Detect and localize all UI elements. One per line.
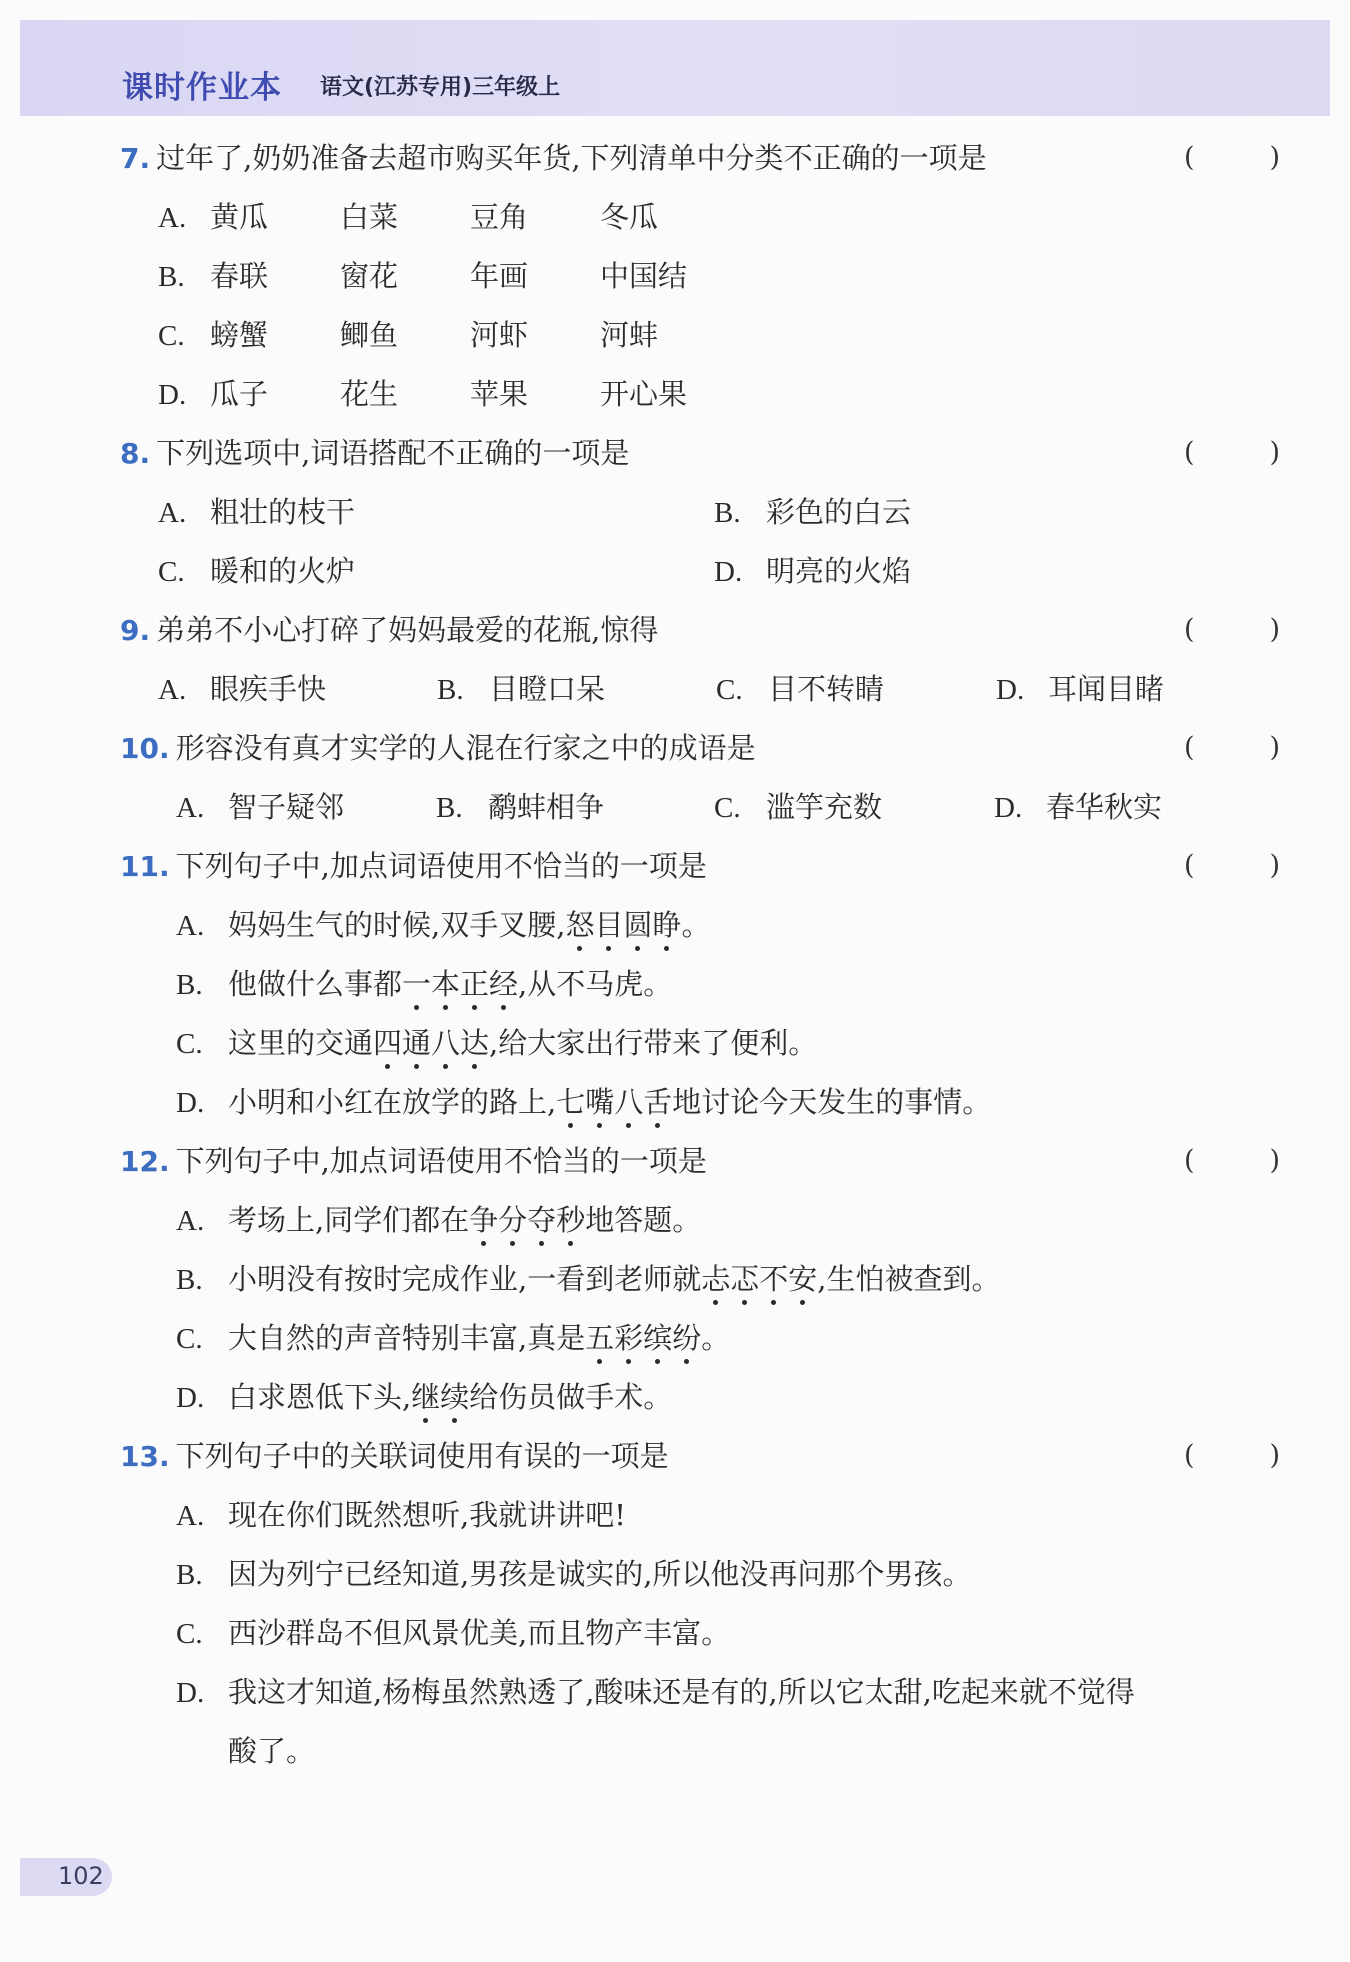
sentence-text: 地讨论今天发生的事情。: [672, 1085, 992, 1119]
option-text: 因为列宁已经知道,男孩是诚实的,所以他没再问那个男孩。: [228, 1557, 972, 1591]
option-text: 酸了。: [228, 1734, 316, 1768]
sentence-text: 他做什么事都: [228, 967, 403, 1001]
dotted-phrase: 一本正经: [402, 962, 518, 1006]
dotted-phrase: 争分夺秒: [469, 1198, 585, 1242]
option-text: 耳闻目睹: [1048, 672, 1165, 706]
option-letter: B.: [176, 1559, 203, 1591]
question-text: 弟弟不小心打碎了妈妈最爱的花瓶,惊得: [156, 613, 659, 647]
option-word: 河虾: [470, 318, 529, 352]
option-row: [158, 667, 326, 711]
sentence-text: 这里的交通: [228, 1026, 374, 1060]
option-row: [176, 1316, 730, 1360]
sentence-text: 给伤员做手术。: [469, 1380, 673, 1414]
answer-blank[interactable]: ( ): [1184, 1145, 1280, 1176]
option-row: [158, 195, 658, 239]
option-text: 眼疾手快: [210, 672, 327, 706]
option-letter: A.: [176, 1205, 205, 1237]
option-text: 目瞪口呆: [489, 672, 606, 706]
option-letter: A.: [176, 1500, 205, 1532]
option-text: 我这才知道,杨梅虽然熟透了,酸味还是有的,所以它太甜,吃起来就不觉得: [228, 1675, 1135, 1709]
option-letter: B.: [176, 969, 203, 1001]
option-row: [176, 903, 710, 947]
option-row: [176, 1080, 991, 1124]
question-11: [120, 844, 1280, 888]
option-row: [176, 1552, 971, 1596]
option-text: 明亮的火焰: [766, 554, 912, 588]
sentence-text: 白求恩低下头,: [228, 1380, 412, 1414]
sentence-text: 考场上,同学们都在: [228, 1203, 470, 1237]
option-word: 豆角: [470, 200, 529, 234]
answer-blank[interactable]: ( ): [1184, 732, 1280, 763]
question-text: 形容没有真才实学的人混在行家之中的成语是: [175, 731, 756, 765]
option-row: [176, 785, 344, 829]
sentence-text: 小明和小红在放学的路上,: [228, 1085, 557, 1119]
option-continuation: [228, 1729, 315, 1773]
sentence-text: ,给大家出行带来了便利。: [489, 1026, 818, 1060]
option-letter: D.: [158, 379, 187, 411]
option-letter: A.: [176, 792, 205, 824]
option-word: 螃蟹: [210, 318, 269, 352]
option-text: 粗壮的枝干: [210, 495, 356, 529]
dotted-phrase: 忐忑不安: [701, 1257, 817, 1301]
option-word: 中国结: [600, 259, 688, 293]
option-word: 窗花: [340, 259, 399, 293]
answer-blank[interactable]: ( ): [1184, 142, 1280, 173]
option-row: [714, 785, 882, 829]
option-row: [158, 372, 687, 416]
question-13: [120, 1434, 1280, 1478]
option-row: [176, 1493, 626, 1537]
sentence-text: ,从不马虎。: [518, 967, 673, 1001]
option-letter: C.: [158, 556, 185, 588]
option-text: 春华秋实: [1046, 790, 1163, 824]
question-text: 过年了,奶奶准备去超市购买年货,下列清单中分类不正确的一项是: [156, 141, 987, 175]
question-8: [120, 431, 1280, 475]
option-letter: B.: [176, 1264, 203, 1296]
dotted-phrase: 五彩缤纷: [585, 1316, 701, 1360]
option-text: 彩色的白云: [766, 495, 912, 529]
option-word: 苹果: [470, 377, 529, 411]
question-number: 12.: [120, 1145, 170, 1178]
option-row: [716, 667, 884, 711]
question-number: 13.: [120, 1440, 170, 1473]
option-text: 现在你们既然想听,我就讲讲吧!: [228, 1498, 626, 1532]
question-text: 下列选项中,词语搭配不正确的一项是: [156, 436, 630, 470]
option-row: [996, 667, 1164, 711]
option-letter: D.: [176, 1382, 205, 1414]
sentence-text: 妈妈生气的时候,双手叉腰,: [228, 908, 566, 942]
option-row: [158, 490, 355, 534]
sentence-text: 地答题。: [585, 1203, 702, 1237]
option-text: 西沙群岛不但风景优美,而且物产丰富。: [228, 1616, 731, 1650]
option-word: 瓜子: [210, 377, 269, 411]
option-word: 白菜: [340, 200, 399, 234]
question-text: 下列句子中,加点词语使用不恰当的一项是: [175, 1144, 707, 1178]
answer-blank[interactable]: ( ): [1184, 850, 1280, 881]
option-letter: A.: [158, 497, 187, 529]
question-10: [120, 726, 1280, 770]
option-letter: D.: [996, 674, 1025, 706]
option-letter: B.: [436, 792, 463, 824]
option-row: [158, 313, 658, 357]
option-letter: C.: [176, 1323, 203, 1355]
option-word: 河蚌: [600, 318, 659, 352]
option-word: 冬瓜: [600, 200, 659, 234]
option-row: [176, 1670, 1135, 1714]
option-row: [436, 785, 604, 829]
dotted-phrase: 七嘴八舌: [556, 1080, 672, 1124]
option-word: 年画: [470, 259, 529, 293]
option-letter: C.: [176, 1028, 203, 1060]
option-text: 暖和的火炉: [210, 554, 356, 588]
option-letter: C.: [158, 320, 185, 352]
option-text: 鹬蚌相争: [488, 790, 605, 824]
option-text: 滥竽充数: [766, 790, 883, 824]
option-word: 花生: [340, 377, 399, 411]
option-letter: D.: [176, 1087, 205, 1119]
option-letter: B.: [437, 674, 464, 706]
option-letter: A.: [158, 674, 187, 706]
option-word: 春联: [210, 259, 269, 293]
option-row: [158, 549, 355, 593]
answer-blank[interactable]: ( ): [1184, 437, 1280, 468]
question-number: 11.: [120, 850, 170, 883]
option-text: 智子疑邻: [228, 790, 345, 824]
option-letter: A.: [176, 910, 205, 942]
option-letter: B.: [714, 497, 741, 529]
option-row: [176, 962, 672, 1006]
question-12: [120, 1139, 1280, 1183]
book-title: 课时作业本: [122, 70, 282, 106]
question-text: 下列句子中的关联词使用有误的一项是: [175, 1439, 669, 1473]
option-row: [176, 1021, 817, 1065]
sentence-text: 大自然的声音特别丰富,真是: [228, 1321, 586, 1355]
book-subtitle: 语文(江苏专用)三年级上: [320, 75, 561, 100]
option-row: [176, 1257, 1000, 1301]
option-row: [176, 1198, 701, 1242]
option-row: [176, 1611, 730, 1655]
option-letter: C.: [716, 674, 743, 706]
sentence-text: 小明没有按时完成作业,一看到老师就: [228, 1262, 702, 1296]
option-row: [714, 490, 911, 534]
option-letter: B.: [158, 261, 185, 293]
dotted-phrase: 继续: [411, 1375, 469, 1419]
page-number: 102: [58, 1862, 104, 1890]
option-letter: D.: [714, 556, 743, 588]
question-7: [120, 136, 1280, 180]
answer-blank[interactable]: ( ): [1184, 1440, 1280, 1471]
question-number: 9.: [120, 614, 151, 647]
option-row: [176, 1375, 672, 1419]
option-row: [714, 549, 911, 593]
option-word: 开心果: [600, 377, 688, 411]
option-letter: C.: [176, 1618, 203, 1650]
option-letter: C.: [714, 792, 741, 824]
option-letter: D.: [176, 1677, 205, 1709]
option-letter: A.: [158, 202, 187, 234]
answer-blank[interactable]: ( ): [1184, 614, 1280, 645]
question-number: 7.: [120, 142, 151, 175]
option-row: [158, 254, 687, 298]
dotted-phrase: 四通八达: [373, 1021, 489, 1065]
question-number: 8.: [120, 437, 151, 470]
option-row: [437, 667, 605, 711]
dotted-phrase: 怒目圆睁: [565, 903, 681, 947]
sentence-text: ,生怕被查到。: [817, 1262, 1001, 1296]
question-text: 下列句子中,加点词语使用不恰当的一项是: [175, 849, 707, 883]
option-word: 黄瓜: [210, 200, 269, 234]
sentence-text: 。: [681, 908, 711, 942]
option-text: 目不转睛: [768, 672, 885, 706]
question-9: [120, 608, 1280, 652]
sentence-text: 。: [701, 1321, 731, 1355]
option-letter: D.: [994, 792, 1023, 824]
option-word: 鲫鱼: [340, 318, 399, 352]
option-row: [994, 785, 1162, 829]
question-number: 10.: [120, 732, 170, 765]
